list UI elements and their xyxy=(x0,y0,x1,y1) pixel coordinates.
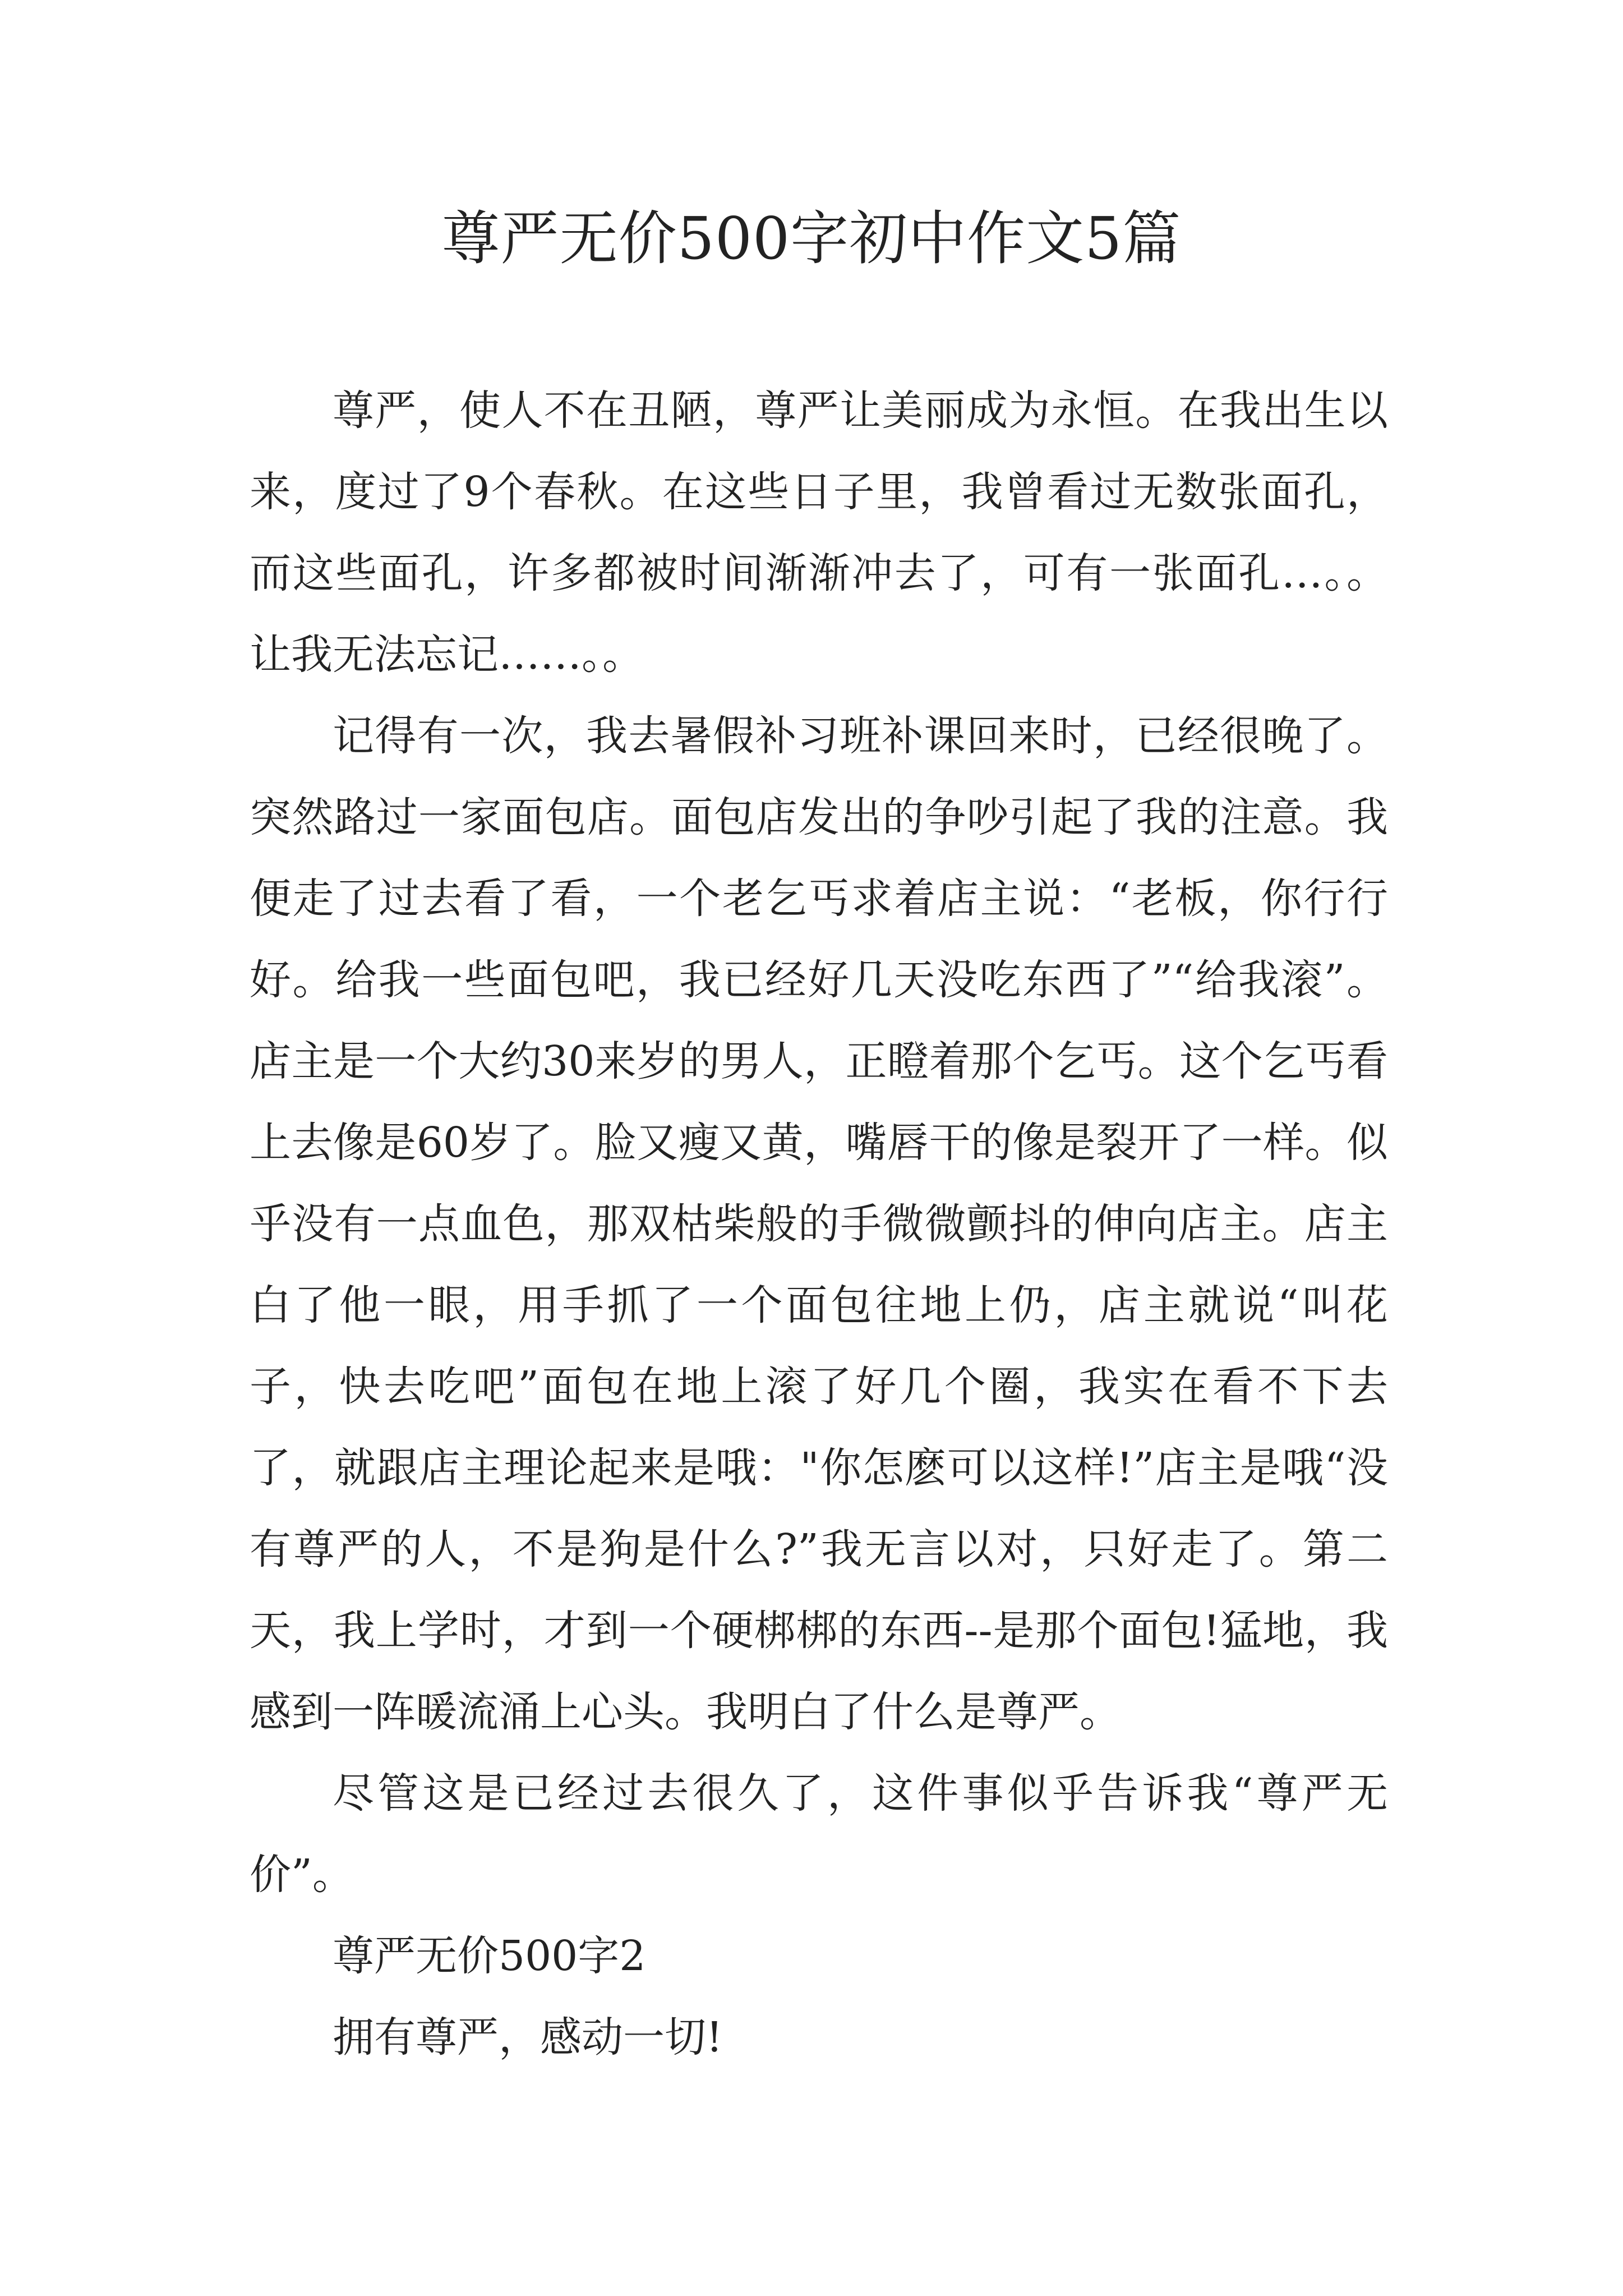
document-title: 尊严无价500字初中作文5篇 xyxy=(441,204,1182,273)
section-heading-2: 尊严无价500字2 xyxy=(333,1932,646,1980)
paragraph-4: 拥有尊严，感动一切! xyxy=(333,2013,723,2062)
paragraph-3: 尽管这是已经过去很久了，这件事似乎告诉我“尊严无价”。 xyxy=(250,1769,1388,1899)
document-body xyxy=(250,370,1388,2078)
paragraph-2: 记得有一次，我去暑假补习班补课回来时，已经很晚了。突然路过一家面包店。面包店发出的争吵引起了我的注意。我便走了过去看了看，一个老乞丐求着店主说：“老板，你行行好。给我一些面包吧，我已经好几天没吃东西了”“给我滚”。店主是一个大约30来岁的男人，正瞪着那个乞丐。这个乞丐看上去像是60岁了。脸又瘦又黄，嘴唇干的像是裂开了一样。似乎没有一点血色，那双枯柴般的手微微颤抖的伸向店主。店主白了他一眼，用手抓了一个面包往地上仍，店主就说“叫花子，快去吃吧”面包在地上滚了好几个圈，我实在看不下去了，就跟店主理论起来是哦："你怎麽可以这样!”店主是哦“没有尊严的人，不是狗是什么?”我无言以对，只好走了。第二天，我上学时，才到一个硬梆梆的东西--是那个面包!猛地，我感到一阵暖流涌上心头。我明白了什么是尊严。 xyxy=(250,712,1388,1736)
paragraph-1: 尊严，使人不在丑陋，尊严让美丽成为永恒。在我出生以来，度过了9个春秋。在这些日子里，我曾看过无数张面孔，而这些面孔，许多都被时间渐渐冲去了，可有一张面孔…。。让我无法忘记……。。 xyxy=(250,386,1388,679)
